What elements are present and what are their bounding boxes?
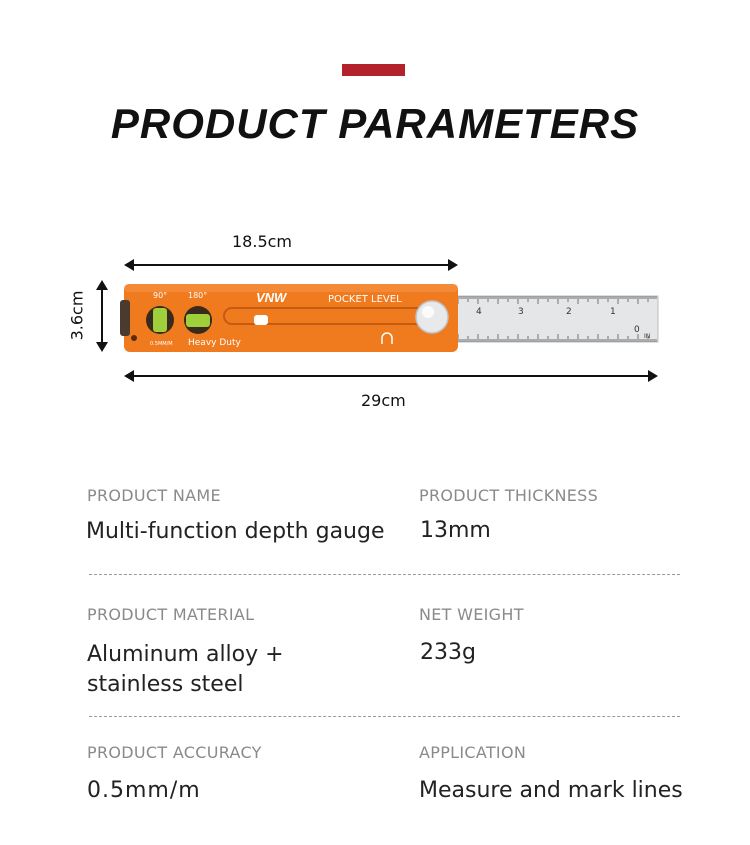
arrow-left-icon	[124, 370, 134, 382]
vial-180-label: 180°	[188, 291, 208, 300]
dimension-length-full: 29cm	[361, 391, 406, 410]
arrow-up-icon	[96, 280, 108, 290]
duty-label: Heavy Duty	[188, 338, 241, 348]
brand-logo: VNW	[256, 290, 287, 305]
param-label-weight: NET WEIGHT	[419, 605, 524, 624]
param-value-thickness: 13mm	[420, 518, 491, 543]
dimension-length-short: 18.5cm	[232, 232, 293, 251]
dimension-height: 3.6cm	[67, 290, 87, 341]
param-value-name: Multi-function depth gauge	[86, 519, 385, 544]
arrow-left-icon	[124, 259, 134, 271]
ruler-number-1: 1	[610, 307, 616, 317]
arrow-down-icon	[96, 342, 108, 352]
arrow-right-icon	[448, 259, 458, 271]
ruler-unit-mark: IN	[644, 333, 651, 340]
arrow-right-icon	[648, 370, 658, 382]
param-label-material: PRODUCT MATERIAL	[87, 605, 255, 624]
ruler-number-4: 4	[476, 307, 482, 317]
ruler-number-2: 2	[566, 307, 572, 317]
dimension-line-full	[130, 375, 650, 377]
param-label-thickness: PRODUCT THICKNESS	[419, 486, 599, 505]
param-label-name: PRODUCT NAME	[87, 486, 221, 505]
dimension-line-height	[101, 286, 103, 346]
param-value-weight: 233g	[420, 640, 476, 665]
param-value-material: Aluminum alloy + stainless steel	[87, 642, 284, 697]
pocket-level-illustration	[120, 282, 660, 354]
slider-knob	[416, 301, 448, 333]
model-label: POCKET LEVEL	[328, 294, 402, 305]
divider	[89, 574, 680, 575]
ruler-number-0: 0	[634, 325, 640, 335]
accent-bar	[342, 64, 405, 76]
param-value-application: Measure and mark lines	[419, 778, 683, 803]
divider	[89, 716, 680, 717]
vial-90-label: 90°	[153, 291, 168, 300]
param-value-accuracy: 0.5mm/m	[87, 778, 201, 803]
accuracy-mark: 0.5MM/M	[150, 341, 173, 347]
param-label-accuracy: PRODUCT ACCURACY	[87, 743, 262, 762]
page-title: PRODUCT PARAMETERS	[110, 100, 640, 147]
dimension-line-short	[130, 264, 450, 266]
ruler-number-3: 3	[518, 307, 524, 317]
param-label-application: APPLICATION	[419, 743, 527, 762]
